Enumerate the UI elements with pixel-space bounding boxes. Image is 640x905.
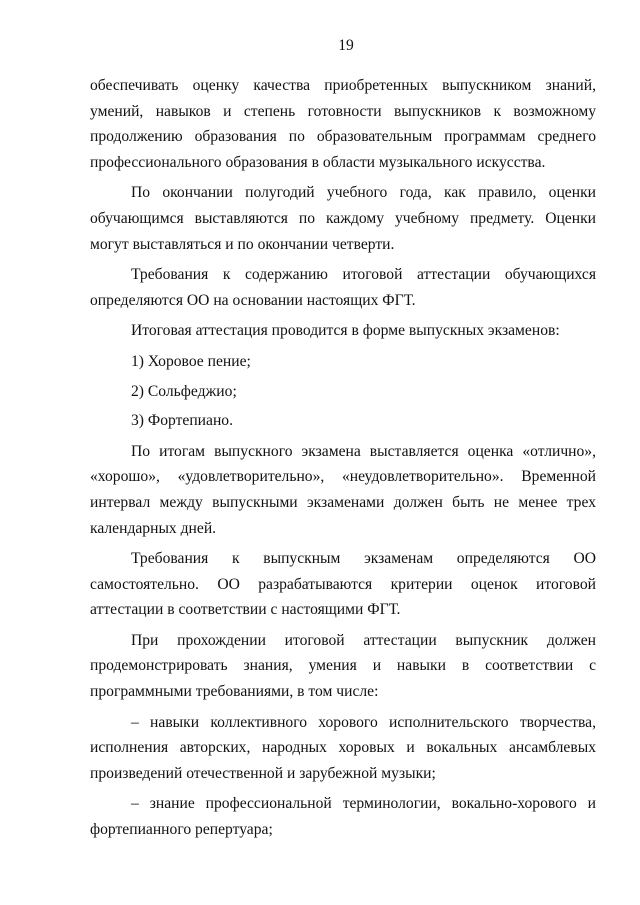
paragraph-exam-form: Итоговая аттестация проводится в форме выпускных экзаменов: bbox=[131, 322, 560, 340]
paragraph-attestation-requirements: Требования к содержанию итоговой аттестации обучающихся определяются ОО на основании настоящих ФГТ. bbox=[90, 266, 596, 309]
list-item-solfeggio: 2) Сольфеджио; bbox=[131, 382, 237, 400]
paragraph-exam-grades: По итогам выпускного экзамена выставляется оценка «отлично», «хорошо», «удовлетворительно», «неудовлетворительно». Временной интервал между выпускными экзаменами должен быть не менее трех календарных дней. bbox=[90, 442, 596, 537]
list-item-piano: 3) Фортепиано. bbox=[131, 412, 233, 430]
paragraph-exam-requirements: Требования к выпускным экзаменам определяются ОО самостоятельно. ОО разрабатываются критерии оценок итоговой аттестации в соответствии с настоящими ФГТ. bbox=[90, 550, 596, 619]
paragraph-continuation: обеспечивать оценку качества приобретенных выпускником знаний, умений, навыков и степень готовности выпускников к возможному продолжению образования по образовательным программам среднего профессионального образования в области музыкального искусства. bbox=[90, 77, 596, 171]
list-item-choral-singing: 1) Хоровое пение; bbox=[131, 352, 251, 370]
paragraph-demonstrate-skills: При прохождении итоговой аттестации выпускник должен продемонстрировать знания, умения и навыки в соответствии с программными требованиями, в том числе: bbox=[90, 631, 596, 701]
list-item-collective-skills: – навыки коллективного хорового исполнительского творчества, исполнения авторских, народных хоровых и вокальных ансамблевых произведений отечественной и зарубежной музыки; bbox=[90, 713, 596, 782]
page-number: 19 bbox=[338, 37, 354, 54]
list-item-terminology: – знание профессиональной терминологии, вокально-хорового и фортепианного репертуара; bbox=[90, 795, 596, 839]
paragraph-grades: По окончании полугодий учебного года, как правило, оценки обучающимся выставляются по каждому учебному предмету. Оценки могут выставляться и по окончании четверти. bbox=[90, 184, 596, 253]
